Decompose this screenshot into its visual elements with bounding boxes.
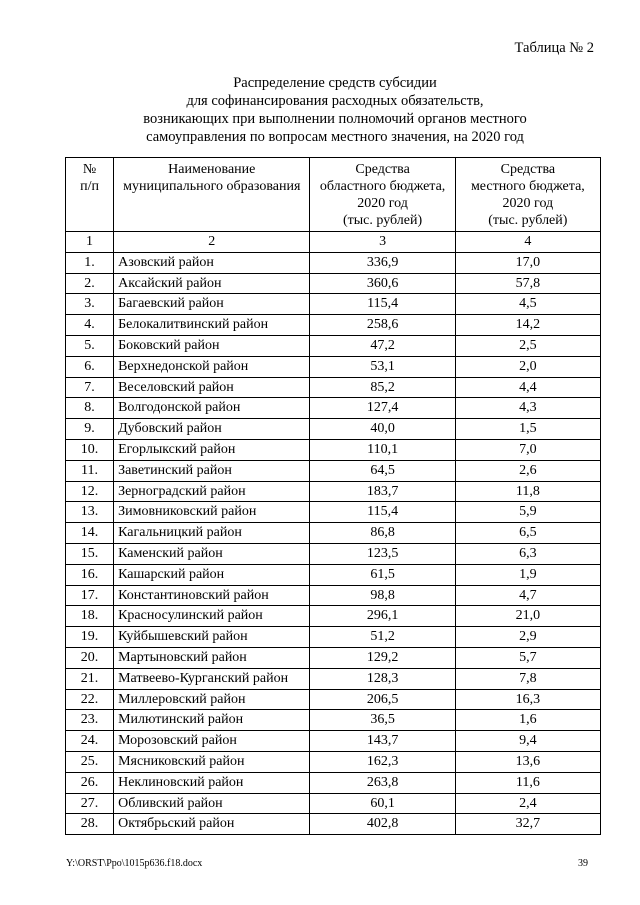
- regional-budget-value: 60,1: [310, 793, 455, 814]
- table-row: [66, 502, 601, 523]
- title-line: возникающих при выполнении полномочий органов местного: [143, 111, 527, 127]
- local-budget-value: 2,4: [455, 793, 600, 814]
- row-number: 27.: [66, 793, 114, 814]
- row-number: 22.: [66, 689, 114, 710]
- regional-budget-value: 127,4: [310, 398, 455, 419]
- header-regional-budget: [310, 158, 455, 232]
- municipality-name: Белокалитвинский район: [114, 315, 310, 336]
- table-row: [66, 772, 601, 793]
- local-budget-value: 5,9: [455, 502, 600, 523]
- local-budget-value: 32,7: [455, 814, 600, 835]
- local-budget-value: 21,0: [455, 606, 600, 627]
- document-title: [80, 74, 590, 146]
- regional-budget-value: 360,6: [310, 273, 455, 294]
- municipality-name: Веселовский район: [114, 377, 310, 398]
- column-index: 4: [455, 232, 600, 253]
- regional-budget-value: 98,8: [310, 585, 455, 606]
- local-budget-value: 5,7: [455, 647, 600, 668]
- row-number: 24.: [66, 731, 114, 752]
- regional-budget-value: 258,6: [310, 315, 455, 336]
- municipality-name: Мясниковский район: [114, 751, 310, 772]
- header-line: Наименование: [168, 162, 256, 177]
- row-number: 3.: [66, 294, 114, 315]
- municipality-name: Егорлыкский район: [114, 439, 310, 460]
- header-line: №: [82, 162, 97, 177]
- column-index-row: [66, 232, 601, 253]
- title-line: для софинансирования расходных обязательств,: [186, 93, 484, 109]
- title-line: Распределение средств субсидии: [233, 75, 437, 91]
- column-index: 3: [310, 232, 455, 253]
- regional-budget-value: 143,7: [310, 731, 455, 752]
- row-number: 25.: [66, 751, 114, 772]
- table-row: [66, 814, 601, 835]
- regional-budget-value: 115,4: [310, 294, 455, 315]
- local-budget-value: 6,3: [455, 543, 600, 564]
- table-row: [66, 564, 601, 585]
- row-number: 5.: [66, 335, 114, 356]
- column-index: 1: [66, 232, 114, 253]
- header-line: (тыс. рублей): [488, 213, 568, 228]
- table-row: [66, 335, 601, 356]
- row-number: 1.: [66, 252, 114, 273]
- row-number: 2.: [66, 273, 114, 294]
- footer-file-path: Y:\ORST\Ppo\1015p636.f18.docx: [66, 858, 203, 869]
- local-budget-value: 1,6: [455, 710, 600, 731]
- table-row: [66, 793, 601, 814]
- table-row: [66, 356, 601, 377]
- municipality-name: Волгодонской район: [114, 398, 310, 419]
- table-row: [66, 606, 601, 627]
- footer-page-number: 39: [578, 858, 588, 869]
- regional-budget-value: 183,7: [310, 481, 455, 502]
- local-budget-value: 4,3: [455, 398, 600, 419]
- regional-budget-value: 115,4: [310, 502, 455, 523]
- table-row: [66, 731, 601, 752]
- table-row: [66, 315, 601, 336]
- table-row: [66, 523, 601, 544]
- row-number: 19.: [66, 627, 114, 648]
- municipality-name: Матвеево-Курганский район: [114, 668, 310, 689]
- local-budget-value: 11,8: [455, 481, 600, 502]
- row-number: 13.: [66, 502, 114, 523]
- row-number: 14.: [66, 523, 114, 544]
- table-row: [66, 751, 601, 772]
- row-number: 11.: [66, 460, 114, 481]
- header-local-budget: [455, 158, 600, 232]
- municipality-name: Мартыновский район: [114, 647, 310, 668]
- regional-budget-value: 47,2: [310, 335, 455, 356]
- municipality-name: Зерноградский район: [114, 481, 310, 502]
- municipality-name: Октябрьский район: [114, 814, 310, 835]
- table-row: [66, 419, 601, 440]
- header-line: 2020 год: [357, 196, 408, 211]
- regional-budget-value: 85,2: [310, 377, 455, 398]
- table-row: [66, 377, 601, 398]
- table-row: [66, 585, 601, 606]
- regional-budget-value: 36,5: [310, 710, 455, 731]
- row-number: 18.: [66, 606, 114, 627]
- municipality-name: Каменский район: [114, 543, 310, 564]
- table-row: [66, 647, 601, 668]
- regional-budget-value: 162,3: [310, 751, 455, 772]
- header-line: п/п: [80, 179, 99, 194]
- regional-budget-value: 86,8: [310, 523, 455, 544]
- municipality-name: Аксайский район: [114, 273, 310, 294]
- local-budget-value: 7,8: [455, 668, 600, 689]
- municipality-name: Куйбышевский район: [114, 627, 310, 648]
- municipality-name: Зимовниковский район: [114, 502, 310, 523]
- table-row: [66, 252, 601, 273]
- local-budget-value: 4,4: [455, 377, 600, 398]
- row-number: 15.: [66, 543, 114, 564]
- municipality-name: Кашарский район: [114, 564, 310, 585]
- regional-budget-value: 123,5: [310, 543, 455, 564]
- regional-budget-value: 336,9: [310, 252, 455, 273]
- table-row: [66, 294, 601, 315]
- local-budget-value: 9,4: [455, 731, 600, 752]
- row-number: 23.: [66, 710, 114, 731]
- municipality-name: Багаевский район: [114, 294, 310, 315]
- table-row: [66, 689, 601, 710]
- regional-budget-value: 129,2: [310, 647, 455, 668]
- title-line: самоуправления по вопросам местного значения, на 2020 год: [146, 129, 524, 145]
- municipality-name: Кагальницкий район: [114, 523, 310, 544]
- row-number: 10.: [66, 439, 114, 460]
- table-row: [66, 627, 601, 648]
- municipality-name: Неклиновский район: [114, 772, 310, 793]
- table-number-label: Таблица № 2: [514, 40, 594, 56]
- municipality-name: Боковский район: [114, 335, 310, 356]
- row-number: 8.: [66, 398, 114, 419]
- local-budget-value: 4,7: [455, 585, 600, 606]
- regional-budget-value: 296,1: [310, 606, 455, 627]
- local-budget-value: 2,0: [455, 356, 600, 377]
- column-index: 2: [114, 232, 310, 253]
- municipality-name: Красносулинский район: [114, 606, 310, 627]
- table-row: [66, 398, 601, 419]
- row-number: 9.: [66, 419, 114, 440]
- regional-budget-value: 110,1: [310, 439, 455, 460]
- local-budget-value: 57,8: [455, 273, 600, 294]
- local-budget-value: 17,0: [455, 252, 600, 273]
- table-row: [66, 668, 601, 689]
- header-line: Средства: [355, 162, 410, 177]
- table-row: [66, 543, 601, 564]
- regional-budget-value: 206,5: [310, 689, 455, 710]
- header-line: муниципального образования: [123, 179, 301, 194]
- regional-budget-value: 263,8: [310, 772, 455, 793]
- row-number: 7.: [66, 377, 114, 398]
- regional-budget-value: 61,5: [310, 564, 455, 585]
- local-budget-value: 7,0: [455, 439, 600, 460]
- municipality-name: Милютинский район: [114, 710, 310, 731]
- municipality-name: Обливский район: [114, 793, 310, 814]
- header-num: [66, 158, 114, 232]
- local-budget-value: 4,5: [455, 294, 600, 315]
- local-budget-value: 14,2: [455, 315, 600, 336]
- municipality-name: Константиновский район: [114, 585, 310, 606]
- header-line: Средства: [500, 162, 556, 177]
- row-number: 17.: [66, 585, 114, 606]
- row-number: 26.: [66, 772, 114, 793]
- row-number: 4.: [66, 315, 114, 336]
- municipality-name: Азовский район: [114, 252, 310, 273]
- local-budget-value: 2,6: [455, 460, 600, 481]
- header-line: областного бюджета,: [319, 179, 446, 194]
- municipality-name: Дубовский район: [114, 419, 310, 440]
- subsidy-distribution-table: [65, 157, 601, 835]
- row-number: 16.: [66, 564, 114, 585]
- local-budget-value: 2,5: [455, 335, 600, 356]
- row-number: 21.: [66, 668, 114, 689]
- local-budget-value: 13,6: [455, 751, 600, 772]
- municipality-name: Морозовский район: [114, 731, 310, 752]
- regional-budget-value: 64,5: [310, 460, 455, 481]
- header-line: 2020 год: [502, 196, 554, 211]
- table-row: [66, 481, 601, 502]
- row-number: 20.: [66, 647, 114, 668]
- table-row: [66, 439, 601, 460]
- regional-budget-value: 402,8: [310, 814, 455, 835]
- table-row: [66, 460, 601, 481]
- municipality-name: Верхнедонской район: [114, 356, 310, 377]
- row-number: 6.: [66, 356, 114, 377]
- header-line: местного бюджета,: [470, 179, 585, 194]
- municipality-name: Миллеровский район: [114, 689, 310, 710]
- local-budget-value: 6,5: [455, 523, 600, 544]
- table-header-row: [66, 158, 601, 232]
- local-budget-value: 2,9: [455, 627, 600, 648]
- table-row: [66, 273, 601, 294]
- local-budget-value: 1,5: [455, 419, 600, 440]
- regional-budget-value: 40,0: [310, 419, 455, 440]
- row-number: 12.: [66, 481, 114, 502]
- regional-budget-value: 128,3: [310, 668, 455, 689]
- header-name: [114, 158, 310, 232]
- regional-budget-value: 51,2: [310, 627, 455, 648]
- local-budget-value: 1,9: [455, 564, 600, 585]
- table-row: [66, 710, 601, 731]
- municipality-name: Заветинский район: [114, 460, 310, 481]
- regional-budget-value: 53,1: [310, 356, 455, 377]
- local-budget-value: 11,6: [455, 772, 600, 793]
- local-budget-value: 16,3: [455, 689, 600, 710]
- header-line: (тыс. рублей): [343, 213, 423, 228]
- row-number: 28.: [66, 814, 114, 835]
